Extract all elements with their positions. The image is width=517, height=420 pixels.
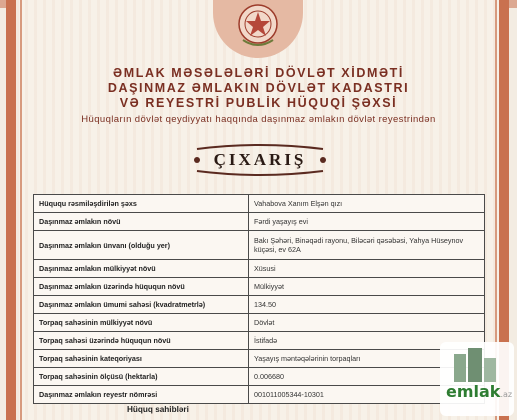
- table-row: [34, 296, 485, 314]
- buildings-icon: [440, 344, 514, 384]
- field-value: Vahabova Xanım Elşən qızı: [249, 195, 485, 213]
- table-row: [34, 278, 485, 296]
- title-line-3: VƏ REYESTRİ PUBLİK HÜQUQİ ŞƏXSİ: [119, 96, 398, 110]
- field-label: Daşınmaz əmlakın reyestr nömrəsi: [34, 386, 249, 404]
- watermark-text: [446, 382, 512, 401]
- table-row: [34, 368, 485, 386]
- table-row: [34, 332, 485, 350]
- field-label: Daşınmaz əmlakın mülkiyyət növü: [34, 260, 249, 278]
- field-value: 001011005344-10301: [249, 386, 485, 404]
- table-row: [34, 195, 485, 213]
- title-line-1: ƏMLAK MƏSƏLƏLƏRİ DÖVLƏT XİDMƏTİ: [113, 66, 404, 80]
- field-value: Xüsusi: [249, 260, 485, 278]
- table-row: [34, 231, 485, 260]
- field-label: Daşınmaz əmlakın ünvanı (olduğu yer): [34, 231, 249, 260]
- watermark-brand: emlak: [446, 382, 501, 401]
- field-label: Daşınmaz əmlakın növü: [34, 213, 249, 231]
- field-label: Torpaq sahəsinin kateqoriyası: [34, 350, 249, 368]
- subtitle: Hüquqların dövlət qeydiyyatı haqqında daşınmaz əmlakın dövlət reyestrindən: [81, 114, 436, 125]
- table-row: [34, 213, 485, 231]
- field-label: Torpaq sahəsi üzərində hüququn növü: [34, 332, 249, 350]
- field-value: İstifadə: [249, 332, 485, 350]
- field-value: Fərdi yaşayış evi: [249, 213, 485, 231]
- extract-banner: [193, 143, 327, 177]
- table-row: [34, 350, 485, 368]
- table-row: [34, 260, 485, 278]
- table-row: [34, 314, 485, 332]
- field-label: Torpaq sahəsinin ölçüsü (hektarla): [34, 368, 249, 386]
- rights-holders-heading: Hüquq sahibləri: [127, 405, 189, 414]
- field-label: Daşınmaz əmlakın üzərində hüququn növü: [34, 278, 249, 296]
- extract-table: [33, 194, 485, 404]
- banner-title: ÇIXARIŞ: [213, 150, 307, 169]
- field-value: Bakı Şəhəri, Binəqədi rayonu, Biləcəri qəsəbəsi, Yahya Hüseynov küçəsi, ev 62A: [249, 231, 485, 260]
- field-label: Hüququ rəsmiləşdirilən şəxs: [34, 195, 249, 213]
- field-value: 134.50: [249, 296, 485, 314]
- field-value: Dövlət: [249, 314, 485, 332]
- field-label: Daşınmaz əmlakın ümumi sahəsi (kvadratmetrlə): [34, 296, 249, 314]
- field-value: Mülkiyyət: [249, 278, 485, 296]
- title-line-2: DAŞINMAZ ƏMLAKIN DÖVLƏT KADASTRI: [107, 81, 410, 95]
- watermark-suffix: .az: [500, 390, 513, 399]
- field-value: Yaşayış məntəqələrinin torpaqları: [249, 350, 485, 368]
- emblem-icon: [213, 0, 303, 58]
- emlak-watermark: [440, 342, 514, 416]
- field-value: 0.006680: [249, 368, 485, 386]
- field-label: Torpaq sahəsinin mülkiyyət növü: [34, 314, 249, 332]
- state-emblem: [213, 0, 303, 58]
- table-row: [34, 386, 485, 404]
